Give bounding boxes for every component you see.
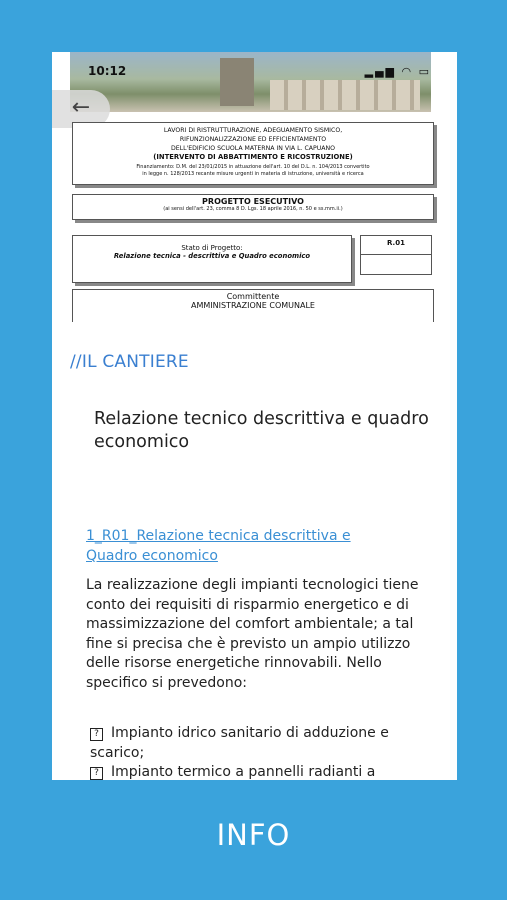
doc-line: RIFUNZIONALIZZAZIONE ED EFFICIENTAMENTO xyxy=(179,136,327,143)
doc-client-label: Committente xyxy=(226,292,280,301)
status-time: 10:12 xyxy=(88,64,127,78)
list-item xyxy=(90,724,430,763)
page-title: Relazione tecnico descrittiva e quadro economico xyxy=(94,409,429,452)
tower-shape xyxy=(220,58,254,106)
doc-project-box xyxy=(72,194,434,220)
arrow-left-icon: ← xyxy=(71,95,91,120)
phone-screen xyxy=(52,52,457,780)
list-item-text: Impianto termico a pannelli radianti a xyxy=(111,764,376,780)
doc-line-small: in legge n. 128/2013 recante misure urgenti in materia di istruzione, università e ricerca xyxy=(142,171,364,177)
doc-client-value: AMMINISTRAZIONE COMUNALE xyxy=(191,301,315,310)
document-link[interactable]: 1_R01_Relazione tecnica descrittiva e Quadro economico xyxy=(86,528,351,564)
body-text: La realizzazione degli impianti tecnologici tiene conto dei requisiti di risparmio energetico e di massimizzazione del comfort ambientale; a tal fine si precisa che è previsto un ampio utilizzo delle risorse energetiche rinnovabili. Nello specifico si prevedono: xyxy=(86,577,419,691)
doc-line: DELL'EDIFICIO SCUOLA MATERNA IN VIA L. CAPUANO xyxy=(170,145,336,152)
cover-photo xyxy=(70,52,431,112)
doc-code-box xyxy=(360,235,432,275)
status-icons: ▂▄▆ ◠ ▭ xyxy=(364,65,431,78)
doc-state-box xyxy=(72,235,352,283)
content-area xyxy=(52,322,457,780)
doc-header-box xyxy=(72,122,434,185)
doc-client-box xyxy=(72,289,434,322)
doc-code-divider xyxy=(361,254,431,255)
doc-project-sub: (ai sensi dell'art. 23, comma 8 D. Lgs. 18 aprile 2016, n. 50 e ss.mm.ii.) xyxy=(163,206,343,212)
houses-shape xyxy=(270,80,420,110)
doc-line-small: Finanziamento: D.M. del 23/01/2015 in attuazione dell'art. 10 del D.L. n. 104/2013 convertito xyxy=(136,164,370,170)
doc-code: R.01 xyxy=(387,239,405,247)
doc-line-bold: (INTERVENTO DI ABBATTIMENTO E RICOSTRUZIONE) xyxy=(153,153,353,161)
doc-project-title: PROGETTO ESECUTIVO xyxy=(202,197,304,206)
doc-line: LAVORI DI RISTRUTTURAZIONE, ADEGUAMENTO SISMICO, xyxy=(163,127,343,134)
list-item xyxy=(90,763,430,780)
doc-state-value: Relazione tecnica - descrittiva e Quadro economico xyxy=(113,252,311,260)
section-label: //IL CANTIERE xyxy=(70,352,189,372)
checkbox-icon: ? xyxy=(90,728,103,741)
info-caption: INFO xyxy=(216,818,291,852)
doc-state-label: Stato di Progetto: xyxy=(181,244,243,252)
checkbox-icon: ? xyxy=(90,767,103,780)
document-preview xyxy=(52,52,457,322)
list-item-text: Impianto idrico sanitario di adduzione e scarico; xyxy=(90,725,389,761)
